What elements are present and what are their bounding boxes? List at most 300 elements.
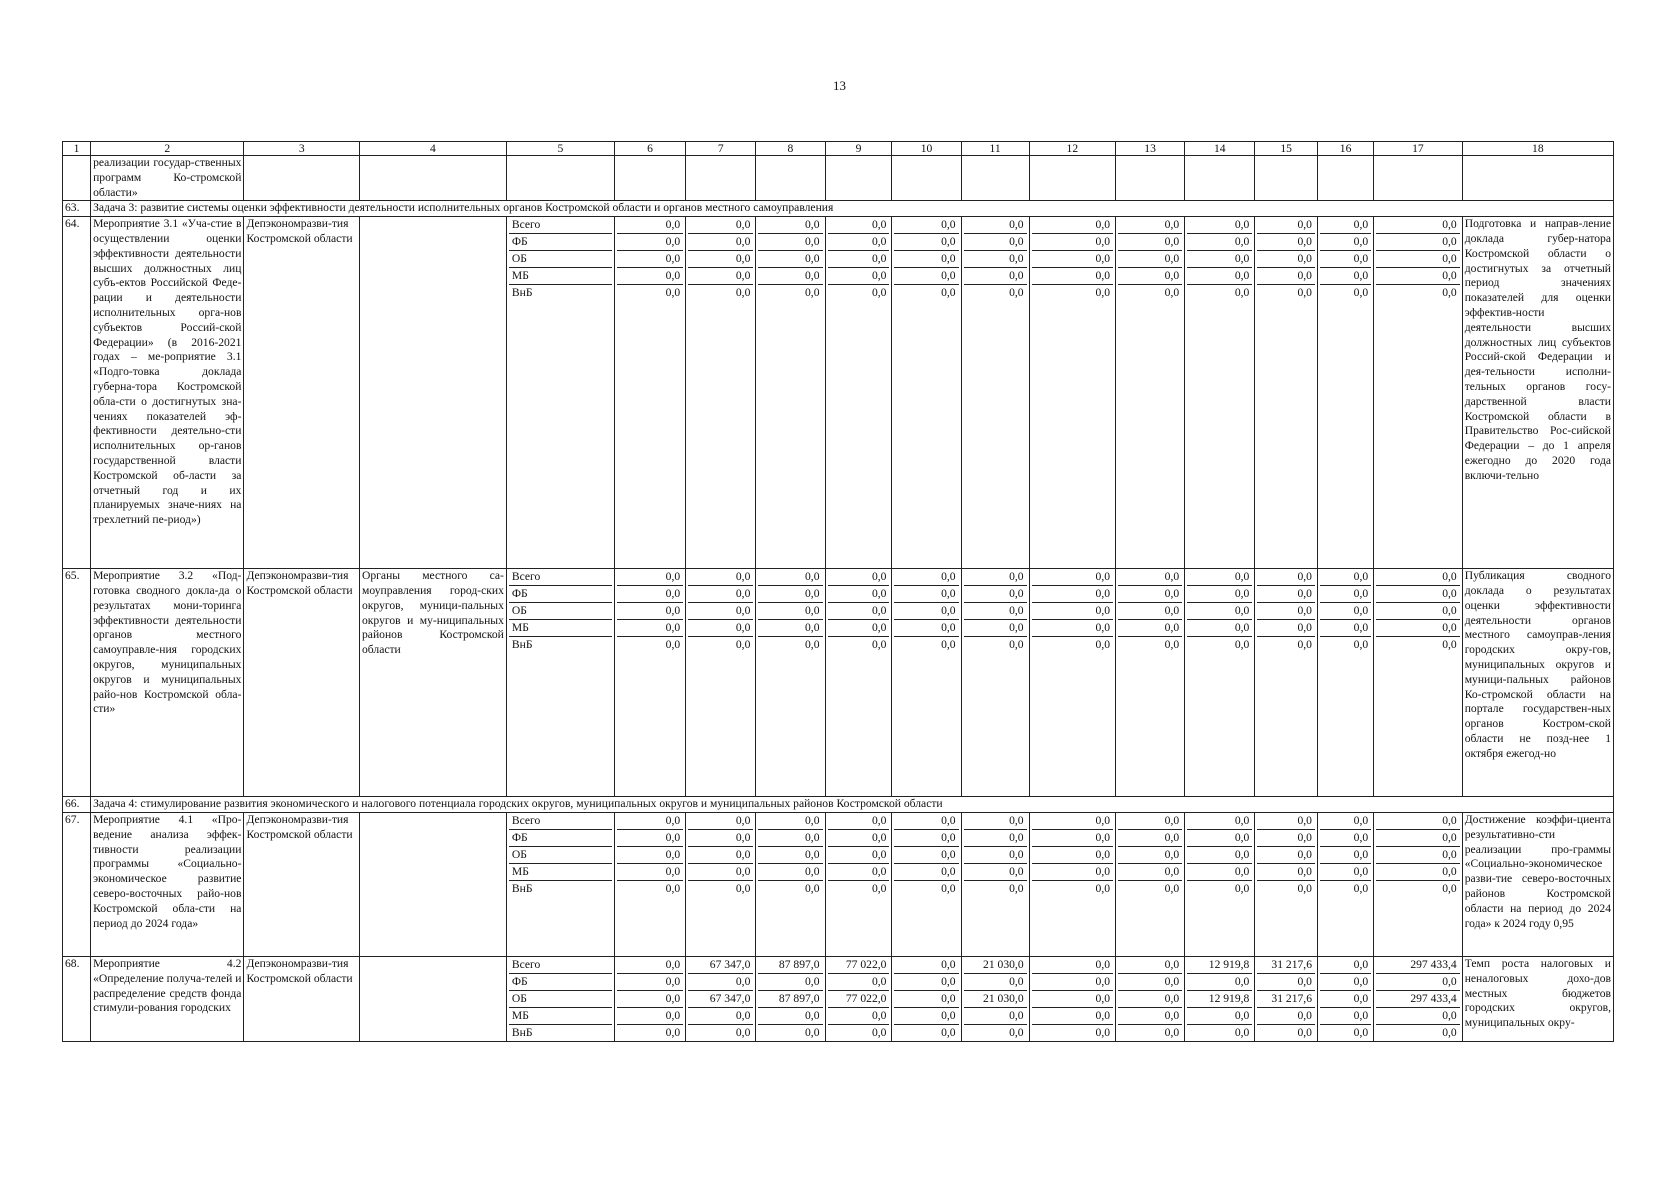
funding-value: 0,0	[1257, 974, 1315, 991]
funding-value: 0,0	[1442, 1025, 1457, 1039]
funding-value: 0,0	[1009, 1025, 1024, 1039]
funding-value: 0,0	[758, 847, 822, 864]
row-number	[63, 156, 91, 201]
funding-values-col	[1374, 217, 1463, 569]
funding-value: 0,0	[735, 638, 751, 652]
empty-cell	[1185, 156, 1255, 201]
executor: Депэкономразви-тия Костромской области	[244, 956, 360, 1041]
funding-value: 0,0	[1257, 830, 1315, 847]
funding-value: 0,0	[964, 569, 1027, 586]
funding-value: 0,0	[688, 830, 753, 847]
funding-value: 0,0	[758, 830, 822, 847]
funding-value: 0,0	[758, 268, 822, 285]
funding-value: 0,0	[758, 217, 822, 234]
funding-value: 0,0	[617, 586, 683, 603]
empty-cell	[892, 156, 961, 201]
funding-value: 0,0	[1187, 847, 1252, 864]
funding-value: 77 022,0	[828, 957, 890, 974]
funding-value: 0,0	[1032, 217, 1113, 234]
funding-value: 0,0	[688, 813, 753, 830]
column-number: 11	[961, 142, 1029, 156]
funding-value: 0,0	[828, 268, 890, 285]
funding-value: 12 919,8	[1187, 991, 1252, 1008]
funding-value: 0,0	[1095, 881, 1111, 895]
column-number: 7	[686, 142, 756, 156]
empty-cell	[1029, 156, 1115, 201]
funding-value: 0,0	[828, 1008, 890, 1025]
funding-value: 0,0	[1009, 881, 1024, 895]
funding-value: 0,0	[1353, 1025, 1369, 1039]
column-number: 9	[825, 142, 892, 156]
funding-value: 297 433,4	[1376, 991, 1460, 1008]
column-number: 12	[1029, 142, 1115, 156]
funding-value: 0,0	[964, 586, 1027, 603]
funding-value: 0,0	[1032, 847, 1113, 864]
funding-source: ОБ	[509, 991, 612, 1008]
funding-value: 0,0	[1442, 881, 1457, 895]
row-number: 64.	[63, 217, 91, 569]
funding-value: 0,0	[617, 251, 683, 268]
funding-value: 0,0	[964, 847, 1027, 864]
funding-value: 0,0	[1118, 991, 1182, 1008]
funding-value: 0,0	[1095, 286, 1111, 300]
funding-value: 0,0	[894, 974, 958, 991]
funding-value: 0,0	[1320, 268, 1371, 285]
funding-value: 0,0	[828, 234, 890, 251]
funding-value: 0,0	[1118, 847, 1182, 864]
funding-values-col	[892, 956, 961, 1041]
funding-values-col	[1185, 569, 1255, 797]
funding-value: 0,0	[828, 569, 890, 586]
funding-sources	[506, 217, 614, 569]
measure-row	[63, 812, 1614, 956]
empty-cell	[506, 156, 614, 201]
funding-values-col	[1029, 569, 1115, 797]
funding-values-col	[756, 569, 825, 797]
funding-value: 0,0	[1009, 638, 1024, 652]
funding-value: 0,0	[1118, 813, 1182, 830]
funding-source: Всего	[509, 217, 612, 234]
funding-value: 0,0	[1320, 251, 1371, 268]
funding-value: 0,0	[1257, 217, 1315, 234]
funding-value: 0,0	[1234, 1025, 1250, 1039]
funding-value: 0,0	[688, 620, 753, 637]
row-number: 66.	[63, 797, 91, 813]
funding-sources	[506, 812, 614, 956]
funding-value: 0,0	[1376, 217, 1460, 234]
funding-value: 0,0	[1164, 881, 1180, 895]
funding-value: 0,0	[964, 234, 1027, 251]
funding-source: ФБ	[509, 974, 612, 991]
funding-value: 0,0	[688, 847, 753, 864]
funding-value: 0,0	[1187, 1008, 1252, 1025]
funding-value: 0,0	[894, 251, 958, 268]
empty-cell	[614, 156, 685, 201]
funding-value: 0,0	[894, 603, 958, 620]
funding-value: 0,0	[805, 1025, 820, 1039]
funding-value: 0,0	[1297, 1025, 1312, 1039]
page-number: 13	[833, 78, 846, 93]
participants: Органы местного са-моуправления город-ских округов, муници-пальных округов и му-ниципальных районов Костромской области	[360, 569, 507, 797]
empty-cell	[1317, 156, 1373, 201]
funding-value: 0,0	[1032, 603, 1113, 620]
funding-values-col	[1255, 812, 1318, 956]
funding-value: 0,0	[1320, 234, 1371, 251]
funding-values-col	[961, 956, 1029, 1041]
funding-values-col	[1317, 217, 1373, 569]
measure-description: реализации государ-ственных программ Ко-стромской области»	[91, 156, 244, 201]
expected-result: Публикация сводного доклада о результатах оценки эффективности деятельности органов местного самоуправ-ления городских окру-гов, муниципальных округов и муници-пальных районов Ко-стромской области на портале государствен-ных органов Костром-ской области не позд-нее 1 октября ежегод-но	[1462, 569, 1613, 797]
funding-value: 0,0	[1376, 864, 1460, 881]
funding-sources	[506, 569, 614, 797]
funding-value: 0,0	[1118, 974, 1182, 991]
funding-value: 0,0	[617, 268, 683, 285]
measure-description: Мероприятие 3.2 «Под-готовка сводного докла-да о результатах мони-торинга эффективности деятельности органов местного самоуправле-ния городских округов, муниципальных округов и муниципальных райо-нов Костромской обла-сти»	[91, 569, 244, 797]
task-text: Задача 4: стимулирование развития экономического и налогового потенциала городских округов, муниципальных округов и муниципальных районов Костромской области	[93, 797, 943, 811]
expected-result: Достижение коэффи-циента результативно-сти реализации про-граммы «Социально-экономическое разви-тие северо-восточных районов Костромской области на период до 2024 года» к 2024 году 0,95	[1462, 812, 1613, 956]
funding-value: 0,0	[1320, 1008, 1371, 1025]
funding-value: 0,0	[735, 1025, 751, 1039]
funding-value: 0,0	[941, 881, 956, 895]
funding-values-col	[961, 812, 1029, 956]
funding-value: 0,0	[758, 1008, 822, 1025]
funding-value: 0,0	[894, 234, 958, 251]
executor: Депэкономразви-тия Костромской области	[244, 217, 360, 569]
funding-value: 0,0	[1376, 268, 1460, 285]
funding-value: 0,0	[1187, 217, 1252, 234]
funding-value: 0,0	[1257, 268, 1315, 285]
funding-value: 0,0	[758, 586, 822, 603]
funding-value: 67 347,0	[688, 991, 753, 1008]
funding-values-col	[1029, 217, 1115, 569]
funding-value: 0,0	[1320, 603, 1371, 620]
funding-value: 0,0	[758, 251, 822, 268]
funding-value: 0,0	[1009, 286, 1024, 300]
funding-value: 0,0	[1297, 286, 1312, 300]
funding-value: 0,0	[894, 217, 958, 234]
funding-value: 0,0	[1442, 286, 1457, 300]
column-number: 14	[1185, 142, 1255, 156]
funding-values-col	[825, 812, 892, 956]
funding-value: 0,0	[1032, 569, 1113, 586]
funding-value: 0,0	[617, 234, 683, 251]
funding-value: 0,0	[688, 974, 753, 991]
funding-value: 0,0	[665, 881, 681, 895]
funding-values-col	[1116, 569, 1185, 797]
empty-cell	[686, 156, 756, 201]
funding-value: 0,0	[617, 847, 683, 864]
funding-value: 0,0	[1118, 603, 1182, 620]
participants	[360, 956, 507, 1041]
funding-value: 0,0	[1376, 569, 1460, 586]
funding-value: 0,0	[964, 603, 1027, 620]
funding-value: 0,0	[894, 620, 958, 637]
funding-value: 0,0	[1257, 620, 1315, 637]
funding-value: 0,0	[1187, 586, 1252, 603]
funding-value: 0,0	[1032, 234, 1113, 251]
funding-value: 0,0	[1442, 638, 1457, 652]
funding-value: 0,0	[617, 830, 683, 847]
funding-value: 0,0	[1118, 217, 1182, 234]
measure-row	[63, 956, 1614, 1041]
funding-value: 0,0	[688, 603, 753, 620]
funding-values-col	[1029, 812, 1115, 956]
funding-value: 0,0	[1320, 830, 1371, 847]
funding-source: ФБ	[509, 830, 612, 847]
funding-value: 0,0	[1257, 251, 1315, 268]
funding-value: 0,0	[941, 1025, 956, 1039]
task-title	[91, 797, 1614, 813]
funding-value: 0,0	[828, 603, 890, 620]
column-number: 5	[506, 142, 614, 156]
column-number: 6	[614, 142, 685, 156]
empty-cell	[825, 156, 892, 201]
empty-cell	[1255, 156, 1318, 201]
funding-value: 0,0	[1353, 286, 1369, 300]
funding-value: 0,0	[828, 217, 890, 234]
funding-value: 0,0	[1118, 234, 1182, 251]
funding-values-col	[825, 569, 892, 797]
funding-sources	[506, 956, 614, 1041]
funding-value: 0,0	[1320, 586, 1371, 603]
funding-values-col	[686, 217, 756, 569]
funding-value: 0,0	[828, 830, 890, 847]
funding-value: 0,0	[964, 974, 1027, 991]
funding-value: 0,0	[1257, 586, 1315, 603]
funding-value: 0,0	[1118, 586, 1182, 603]
column-number: 15	[1255, 142, 1318, 156]
funding-value: 0,0	[1118, 1008, 1182, 1025]
empty-cell	[244, 156, 360, 201]
funding-value: 0,0	[1187, 830, 1252, 847]
funding-value: 0,0	[828, 864, 890, 881]
funding-value: 0,0	[1320, 974, 1371, 991]
funding-value: 0,0	[1376, 1008, 1460, 1025]
funding-value: 0,0	[1032, 991, 1113, 1008]
column-number: 8	[756, 142, 825, 156]
measure-row	[63, 569, 1614, 797]
empty-cell	[1116, 156, 1185, 201]
funding-values-col	[1185, 956, 1255, 1041]
funding-values-col	[614, 569, 685, 797]
funding-value: 0,0	[1376, 813, 1460, 830]
funding-value: 0,0	[1118, 830, 1182, 847]
funding-value: 0,0	[894, 830, 958, 847]
funding-values-col	[1255, 217, 1318, 569]
funding-value: 0,0	[1118, 569, 1182, 586]
funding-values-col	[1116, 812, 1185, 956]
funding-value: 0,0	[941, 286, 956, 300]
funding-source: ВнБ	[511, 881, 533, 895]
funding-source: Всего	[509, 813, 612, 830]
funding-values-col	[961, 569, 1029, 797]
funding-values-col	[1317, 956, 1373, 1041]
funding-value: 0,0	[1118, 268, 1182, 285]
executor: Депэкономразви-тия Костромской области	[244, 812, 360, 956]
funding-values-col	[614, 217, 685, 569]
funding-value: 0,0	[688, 268, 753, 285]
funding-values-col	[961, 217, 1029, 569]
funding-value: 0,0	[1118, 620, 1182, 637]
funding-value: 0,0	[1376, 234, 1460, 251]
row-number: 63.	[63, 201, 91, 217]
executor: Депэкономразви-тия Костромской области	[244, 569, 360, 797]
funding-value: 0,0	[805, 638, 820, 652]
funding-values-col	[1374, 812, 1463, 956]
column-number: 4	[360, 142, 507, 156]
funding-value: 0,0	[894, 813, 958, 830]
funding-value: 0,0	[964, 813, 1027, 830]
empty-cell	[1462, 156, 1613, 201]
funding-source: ВнБ	[511, 1025, 533, 1039]
funding-value: 0,0	[1257, 603, 1315, 620]
funding-value: 0,0	[1376, 974, 1460, 991]
empty-cell	[360, 156, 507, 201]
funding-source: ОБ	[509, 251, 612, 268]
funding-value: 0,0	[1257, 847, 1315, 864]
funding-value: 0,0	[758, 569, 822, 586]
funding-value: 0,0	[1187, 620, 1252, 637]
measure-description: Мероприятие 4.2 «Определение получа-телей и распределение средств фонда стимули-рования городских	[91, 956, 244, 1041]
funding-value: 0,0	[1320, 991, 1371, 1008]
funding-value: 31 217,6	[1257, 957, 1315, 974]
funding-value: 0,0	[665, 1025, 681, 1039]
funding-value: 12 919,8	[1187, 957, 1252, 974]
funding-source: ВнБ	[511, 286, 533, 300]
funding-value: 0,0	[758, 620, 822, 637]
expected-result: Темп роста налоговых и неналоговых дохо-дов местных бюджетов городских округов, муниципальных окру-	[1462, 956, 1613, 1041]
funding-value: 297 433,4	[1376, 957, 1460, 974]
task-row	[63, 201, 1614, 217]
funding-value: 0,0	[828, 847, 890, 864]
funding-value: 0,0	[941, 638, 956, 652]
funding-value: 0,0	[1032, 620, 1113, 637]
funding-values-col	[1255, 956, 1318, 1041]
funding-value: 0,0	[1118, 957, 1182, 974]
funding-value: 0,0	[1032, 268, 1113, 285]
funding-value: 0,0	[964, 864, 1027, 881]
row-number: 67.	[63, 812, 91, 956]
funding-source: ОБ	[509, 847, 612, 864]
funding-value: 0,0	[1257, 234, 1315, 251]
funding-value: 0,0	[894, 586, 958, 603]
funding-value: 0,0	[1187, 234, 1252, 251]
funding-source: ФБ	[509, 586, 612, 603]
funding-value: 0,0	[964, 217, 1027, 234]
funding-value: 0,0	[617, 864, 683, 881]
funding-value: 0,0	[1187, 603, 1252, 620]
funding-value: 0,0	[758, 864, 822, 881]
funding-value: 0,0	[1187, 569, 1252, 586]
funding-source: Всего	[509, 957, 612, 974]
funding-value: 0,0	[688, 586, 753, 603]
funding-value: 0,0	[1320, 813, 1371, 830]
funding-value: 0,0	[758, 603, 822, 620]
funding-value: 0,0	[1187, 974, 1252, 991]
funding-value: 21 030,0	[964, 957, 1027, 974]
column-number: 16	[1317, 142, 1373, 156]
funding-value: 0,0	[1234, 286, 1250, 300]
funding-value: 0,0	[688, 234, 753, 251]
funding-values-col	[892, 217, 961, 569]
funding-values-col	[686, 569, 756, 797]
funding-value: 67 347,0	[688, 957, 753, 974]
funding-value: 0,0	[758, 234, 822, 251]
funding-value: 0,0	[617, 813, 683, 830]
task-text: Задача 3: развитие системы оценки эффективности деятельности исполнительных органов Костромской области и органов местного самоуправления	[93, 201, 834, 215]
funding-value: 0,0	[1187, 813, 1252, 830]
funding-value: 0,0	[617, 217, 683, 234]
funding-value: 0,0	[1187, 864, 1252, 881]
funding-value: 0,0	[665, 286, 681, 300]
funding-value: 87 897,0	[758, 957, 822, 974]
funding-value: 0,0	[805, 286, 820, 300]
funding-value: 0,0	[1376, 251, 1460, 268]
funding-value: 0,0	[688, 217, 753, 234]
task-title	[91, 201, 1614, 217]
funding-value: 0,0	[828, 974, 890, 991]
funding-value: 0,0	[871, 286, 887, 300]
task-row	[63, 797, 1614, 813]
funding-value: 0,0	[1032, 830, 1113, 847]
funding-value: 0,0	[828, 813, 890, 830]
funding-value: 0,0	[1320, 957, 1371, 974]
funding-value: 0,0	[1320, 569, 1371, 586]
funding-value: 87 897,0	[758, 991, 822, 1008]
funding-value: 0,0	[688, 1008, 753, 1025]
funding-value: 0,0	[1320, 217, 1371, 234]
funding-value: 0,0	[1257, 813, 1315, 830]
funding-value: 0,0	[1164, 638, 1180, 652]
program-measures-table	[62, 141, 1614, 1042]
funding-values-col	[614, 956, 685, 1041]
empty-cell	[961, 156, 1029, 201]
funding-value: 0,0	[617, 603, 683, 620]
funding-value: 0,0	[735, 881, 751, 895]
funding-value: 0,0	[871, 881, 887, 895]
column-number: 3	[244, 142, 360, 156]
funding-values-col	[1255, 569, 1318, 797]
funding-value: 0,0	[1353, 638, 1369, 652]
funding-value: 31 217,6	[1257, 991, 1315, 1008]
funding-values-col	[756, 956, 825, 1041]
funding-value: 0,0	[964, 268, 1027, 285]
funding-value: 0,0	[665, 638, 681, 652]
funding-value: 0,0	[617, 569, 683, 586]
funding-value: 0,0	[617, 991, 683, 1008]
funding-value: 0,0	[1234, 638, 1250, 652]
funding-source: ОБ	[509, 603, 612, 620]
column-number: 2	[91, 142, 244, 156]
funding-value: 0,0	[964, 251, 1027, 268]
funding-source: МБ	[509, 864, 612, 881]
funding-value: 0,0	[1118, 251, 1182, 268]
funding-value: 0,0	[1376, 603, 1460, 620]
funding-values-col	[1317, 569, 1373, 797]
funding-value: 0,0	[871, 1025, 887, 1039]
funding-value: 0,0	[871, 638, 887, 652]
funding-values-col	[1374, 569, 1463, 797]
funding-values-col	[686, 812, 756, 956]
funding-value: 0,0	[1032, 974, 1113, 991]
funding-value: 0,0	[758, 974, 822, 991]
funding-source: ФБ	[509, 234, 612, 251]
funding-value: 0,0	[1257, 569, 1315, 586]
funding-value: 0,0	[828, 586, 890, 603]
funding-value: 0,0	[1032, 251, 1113, 268]
funding-source: ВнБ	[511, 638, 533, 652]
measure-description: Мероприятие 4.1 «Про-ведение анализа эффек-тивности реализации программы «Социально-экономическое развитие северо-восточных райо-нов Костромской обла-сти на период до 2024 года»	[91, 812, 244, 956]
